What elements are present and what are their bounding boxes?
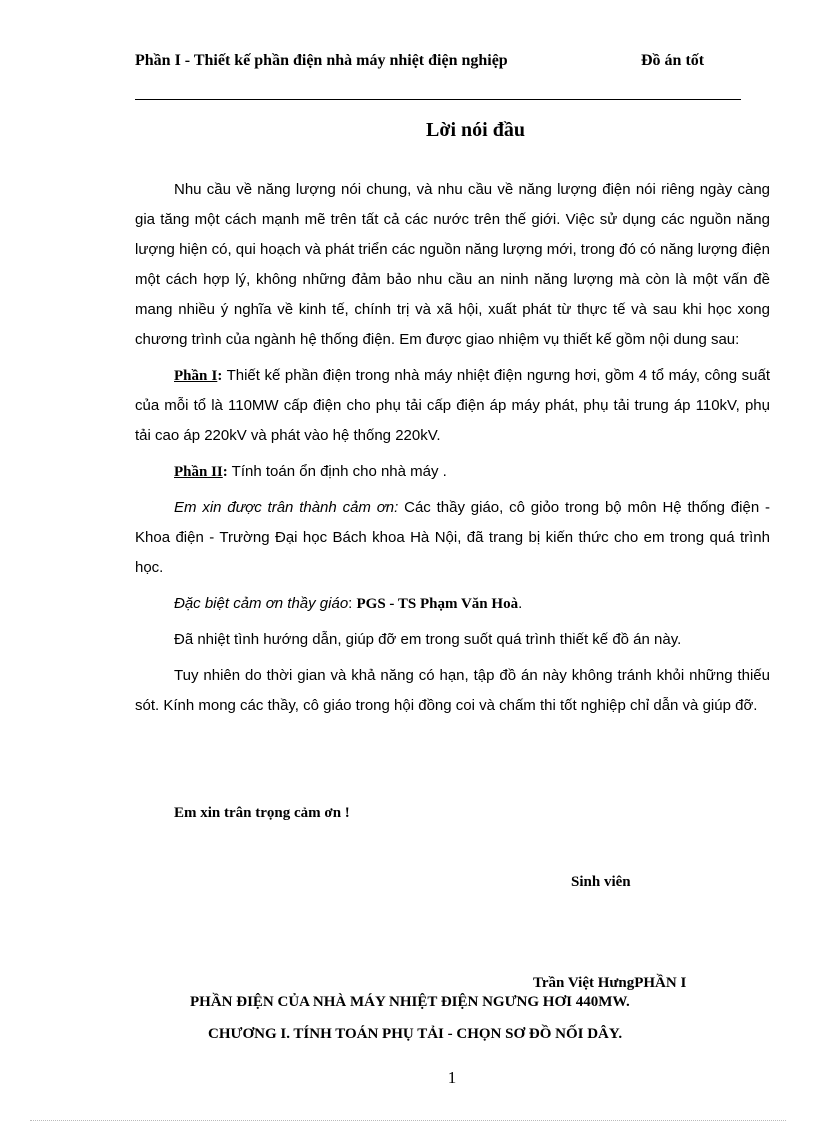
part2-label: Phần II xyxy=(174,464,223,480)
running-header-right: Đồ án tốt xyxy=(641,52,705,69)
thanks-paragraph xyxy=(135,493,770,583)
thanks-lead: Em xin được trân thành cảm ơn: xyxy=(174,499,399,516)
part1-text: Thiết kế phần điện trong nhà máy nhiệt điện ngưng hơi, gồm 4 tổ máy, công suất của mỗi tổ là 110MW cấp điện cho phụ tải cấp điện áp máy phát, phụ tải trung áp 110kV, phụ tải cao áp 220kV và phát vào hệ thống 220kV. xyxy=(135,367,770,444)
part1-label: Phần I xyxy=(174,368,218,384)
special-sep: : xyxy=(348,595,357,612)
chapter-heading: CHƯƠNG I. TÍNH TOÁN PHỤ TẢI - CHỌN SƠ ĐỒ NỐI DÂY. xyxy=(208,1026,623,1042)
advisor-name: PGS - TS Phạm Văn Hoà xyxy=(356,596,519,612)
running-header-title: Phần I - Thiết kế phần điện nhà máy nhiệt điện nghiệp xyxy=(135,52,508,69)
part2-paragraph xyxy=(135,457,770,487)
part2-label-wrap xyxy=(174,464,228,480)
part1-label-wrap xyxy=(174,368,222,384)
header-rule xyxy=(135,99,741,100)
author-name: Trần Việt HưngPHẦN I xyxy=(533,975,687,991)
page-title: Lời nói đầu xyxy=(426,119,525,141)
part1-colon: : xyxy=(217,368,223,384)
part-heading: PHẦN ĐIỆN CỦA NHÀ MÁY NHIỆT ĐIỆN NGƯNG HƠI 440MW. xyxy=(190,994,630,1010)
closing-line: Em xin trân trọng cảm ơn ! xyxy=(174,805,350,821)
part2-colon: : xyxy=(222,464,228,480)
signature-label: Sinh viên xyxy=(571,874,631,890)
body-text xyxy=(135,175,770,721)
special-thanks-paragraph xyxy=(135,589,770,619)
guidance-paragraph: Đã nhiệt tình hướng dẫn, giúp đỡ em trong suốt quá trình thiết kế đồ án này. xyxy=(174,631,682,648)
page-number: 1 xyxy=(447,1068,457,1087)
thanks-text: Các thầy giáo, cô giỏo trong bộ môn Hệ thống điện - Khoa điện - Trường Đại học Bách khoa Hà Nội, đã trang bị kiến thức cho em trong quá trình học. xyxy=(135,499,770,576)
part2-text: Tính toán ổn định cho nhà máy . xyxy=(227,463,447,480)
part1-paragraph xyxy=(135,361,770,451)
special-end: . xyxy=(518,595,523,612)
footer-rule xyxy=(30,1120,786,1121)
limitation-paragraph: Tuy nhiên do thời gian và khả năng có hạn, tập đồ án này không tránh khỏi những thiếu sót. Kính mong các thầy, cô giáo trong hội đồng coi và chấm thi tốt nghiệp chỉ dẫn và giúp đỡ. xyxy=(135,667,770,714)
special-lead: Đặc biệt cảm ơn thầy giáo xyxy=(174,595,349,612)
intro-paragraph: Nhu cầu về năng lượng nói chung, và nhu cầu về năng lượng điện nói riêng ngày càng gia tăng một cách mạnh mẽ trên tất cả các nước trên thế giới. Việc sử dụng các nguồn năng lượng hiện có, qui hoạch và phát triển các nguồn năng lượng mới, trong đó có năng lượng điện một cách hợp lý, không những đảm bảo nhu cầu an ninh năng lượng mà còn là một vấn đề mang nhiều ý nghĩa về kinh tế, chính trị và xã hội, xuất phát từ thực tế và sau khi học xong chương trình của ngành hệ thống điện. Em được giao nhiệm vụ thiết kế gồm nội dung sau: xyxy=(135,181,770,348)
